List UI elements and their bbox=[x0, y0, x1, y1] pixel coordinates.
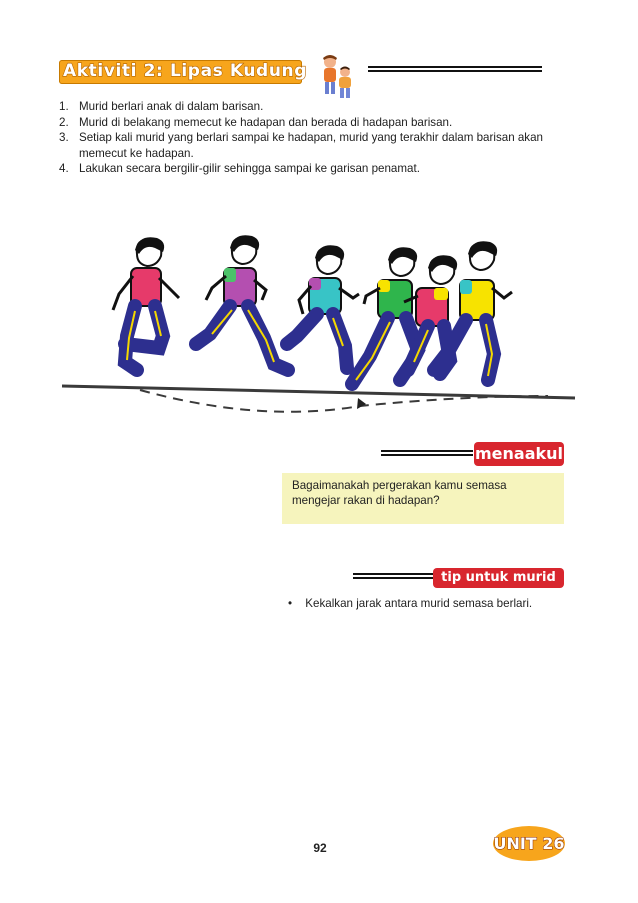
tips-rule bbox=[353, 573, 433, 579]
menaakul-badge: menaakul bbox=[474, 442, 564, 466]
tip-item bbox=[288, 597, 532, 610]
running-students-illustration bbox=[60, 228, 580, 423]
list-item: 3. Setiap kali murid yang berlari sampai ke hadapan, murid yang terakhir dalam barisan akan memecut ke hadapan. bbox=[59, 131, 543, 160]
think-question: Bagaimanakah pergerakan kamu semasa mengejar rakan di hadapan? bbox=[292, 479, 507, 507]
title-rule bbox=[368, 66, 542, 72]
children-illustration-icon bbox=[318, 52, 356, 102]
list-item: 2. Murid di belakang memecut ke hadapan dan berada di hadapan barisan. bbox=[59, 115, 453, 129]
activity-title: Aktiviti 2: Lipas Kudung bbox=[63, 61, 307, 81]
tip-text: Kekalkan jarak antara murid semasa berlari. bbox=[305, 597, 533, 610]
unit-badge: UNIT 26 bbox=[493, 826, 565, 861]
list-item: 4. Lakukan secara bergilir-gilir sehingga sampai ke garisan penamat. bbox=[59, 162, 420, 175]
steps-list bbox=[59, 99, 579, 177]
bullet: • bbox=[288, 597, 293, 610]
tips-badge: tip untuk murid bbox=[433, 568, 564, 588]
think-rule bbox=[381, 450, 473, 456]
list-item: 1. Murid berlari anak di dalam barisan. bbox=[59, 100, 264, 113]
page-number: 92 bbox=[313, 841, 327, 855]
